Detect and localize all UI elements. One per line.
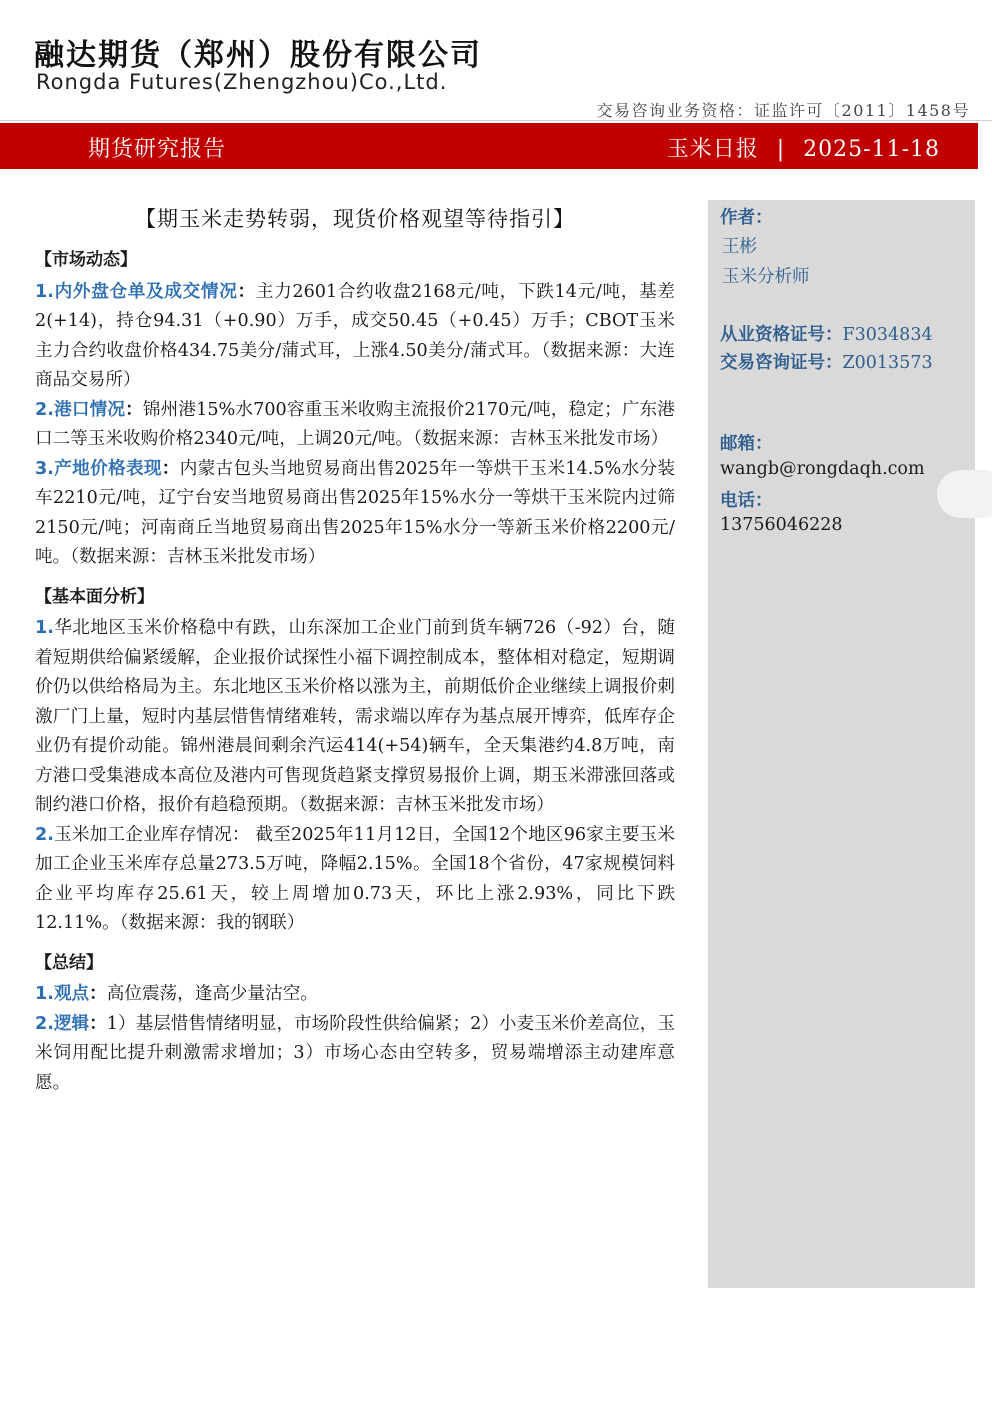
phone-label: 电话： — [720, 491, 773, 511]
item-number: 1. — [35, 618, 54, 638]
qualification-number — [720, 321, 933, 346]
report-title: 【期玉米走势转弱，现货价格观望等待指引】 — [135, 207, 575, 231]
qualification-label: 从业资格证号： — [720, 325, 843, 345]
consulting-number — [720, 349, 933, 374]
consulting-value: Z0013573 — [842, 353, 933, 373]
consulting-label: 交易咨询证号： — [720, 353, 843, 373]
banner-report-info — [667, 132, 940, 163]
item-label: 观点 — [53, 984, 90, 1004]
author-name: 王彬 — [722, 237, 757, 257]
item-number: 2. — [35, 399, 54, 420]
email-value: wangb@rongdaqh.com — [720, 459, 925, 479]
report-banner — [0, 123, 978, 169]
item-text: 内蒙古包头当地贸易商出售2025年一等烘干玉米14.5%水分装车2210元/吨，辽宁台安当地贸易商出售2025年15%水分一等烘干玉米院内过筛2150元/吨；河南商丘当地贸易商出售2025年15%水分一等新玉米价格2200元/吨。（数据来源：吉林玉米批发市场） — [35, 458, 675, 567]
report-body — [35, 198, 675, 1098]
author-sidebar — [708, 200, 975, 1288]
section-heading-market: 【市场动态】 — [35, 250, 137, 270]
summary-item — [35, 980, 675, 1010]
banner-date: 2025-11-18 — [803, 137, 940, 162]
item-label: 港口情况 — [53, 399, 126, 420]
item-label: 逻辑 — [53, 1013, 90, 1034]
author-title: 玉米分析师 — [722, 267, 810, 287]
market-item — [35, 455, 675, 573]
item-number: 3. — [35, 458, 54, 479]
market-item — [35, 396, 675, 455]
side-scroll-tab[interactable] — [937, 470, 992, 518]
top-divider — [0, 120, 992, 121]
item-number: 2. — [35, 824, 54, 845]
item-colon: ： — [89, 984, 107, 1004]
banner-report-category: 期货研究报告 — [88, 137, 227, 162]
item-number: 1. — [35, 984, 54, 1004]
item-text: 玉米加工企业库存情况： 截至2025年11月12日，全国12个地区96家主要玉米加工企业玉米库存总量273.5万吨，降幅2.15%。全国18个省份，47家规模饲料企业平均库存25.61天，较上周增加0.73天，环比上涨2.93%，同比下跌12.11%。（数据来源：我的钢联） — [35, 824, 675, 933]
item-colon: ： — [161, 458, 180, 479]
item-number: 1. — [35, 281, 54, 302]
market-item — [35, 278, 675, 396]
banner-separator: | — [776, 137, 786, 162]
phone-value: 13756046228 — [720, 515, 843, 535]
item-text: 1）基层惜售情绪明显，市场阶段性供给偏紧；2）小麦玉米价差高位，玉米饲用配比提升刺激需求增加；3）市场心态由空转多，贸易端增添主动建库意愿。 — [35, 1013, 675, 1093]
item-number: 2. — [35, 1013, 54, 1034]
section-heading-fundamentals: 【基本面分析】 — [35, 586, 154, 607]
item-label: 内外盘仓单及成交情况 — [53, 281, 238, 302]
item-label: 产地价格表现 — [53, 458, 162, 479]
item-colon: ： — [89, 1013, 107, 1034]
item-text: 高位震荡，逢高少量沽空。 — [106, 984, 318, 1004]
company-name-cn: 融达期货（郑州）股份有限公司 — [34, 38, 482, 73]
company-name-en: Rongda Futures(Zhengzhou)Co.,Ltd. — [36, 70, 448, 94]
item-colon: ： — [125, 399, 143, 420]
banner-report-type: 玉米日报 — [666, 137, 759, 162]
summary-item — [35, 1010, 675, 1099]
qualification-value: F3034834 — [842, 325, 933, 345]
fundamentals-item — [35, 614, 675, 821]
section-heading-summary: 【总结】 — [35, 952, 103, 973]
item-text: 锦州港15%水700容重玉米收购主流报价2170元/吨，稳定；广东港口二等玉米收购价格2340元/吨，上调20元/吨。（数据来源：吉林玉米批发市场） — [35, 399, 675, 449]
item-text: 华北地区玉米价格稳中有跌，山东深加工企业门前到货车辆726（-92）台，随着短期供给偏紧缓解，企业报价试探性小福下调控制成本，整体相对稳定，短期调价仍以供给格局为主。东北地区玉米价格以涨为主，前期低价企业继续上调报价刺激厂门上量，短时内基层惜售情绪难转，需求端以库存为基点展开博弈，低库存企业仍有提价动能。锦州港晨间剩余汽运414(+54)辆车，全天集港约4.8万吨，南方港口受集港成本高位及港内可售现货趋紧支撑贸易报价上调，期玉米滞涨回落或制约港口价格，报价有趋稳预期。（数据来源：吉林玉米批发市场） — [35, 618, 675, 815]
fundamentals-item — [35, 821, 675, 939]
license-text: 交易咨询业务资格：证监许可〔2011〕1458号 — [596, 101, 970, 120]
item-text: 主力2601合约收盘2168元/吨，下跌14元/吨，基差2(+14)，持仓94.31（+0.90）万手，成交50.45（+0.45）万手；CBOT玉米主力合约收盘价格434.75美分/蒲式耳，上涨4.50美分/蒲式耳。（数据来源：大连商品交易所） — [35, 281, 675, 390]
email-label: 邮箱： — [720, 434, 773, 454]
author-label: 作者： — [720, 208, 773, 228]
item-colon: ： — [237, 281, 256, 302]
